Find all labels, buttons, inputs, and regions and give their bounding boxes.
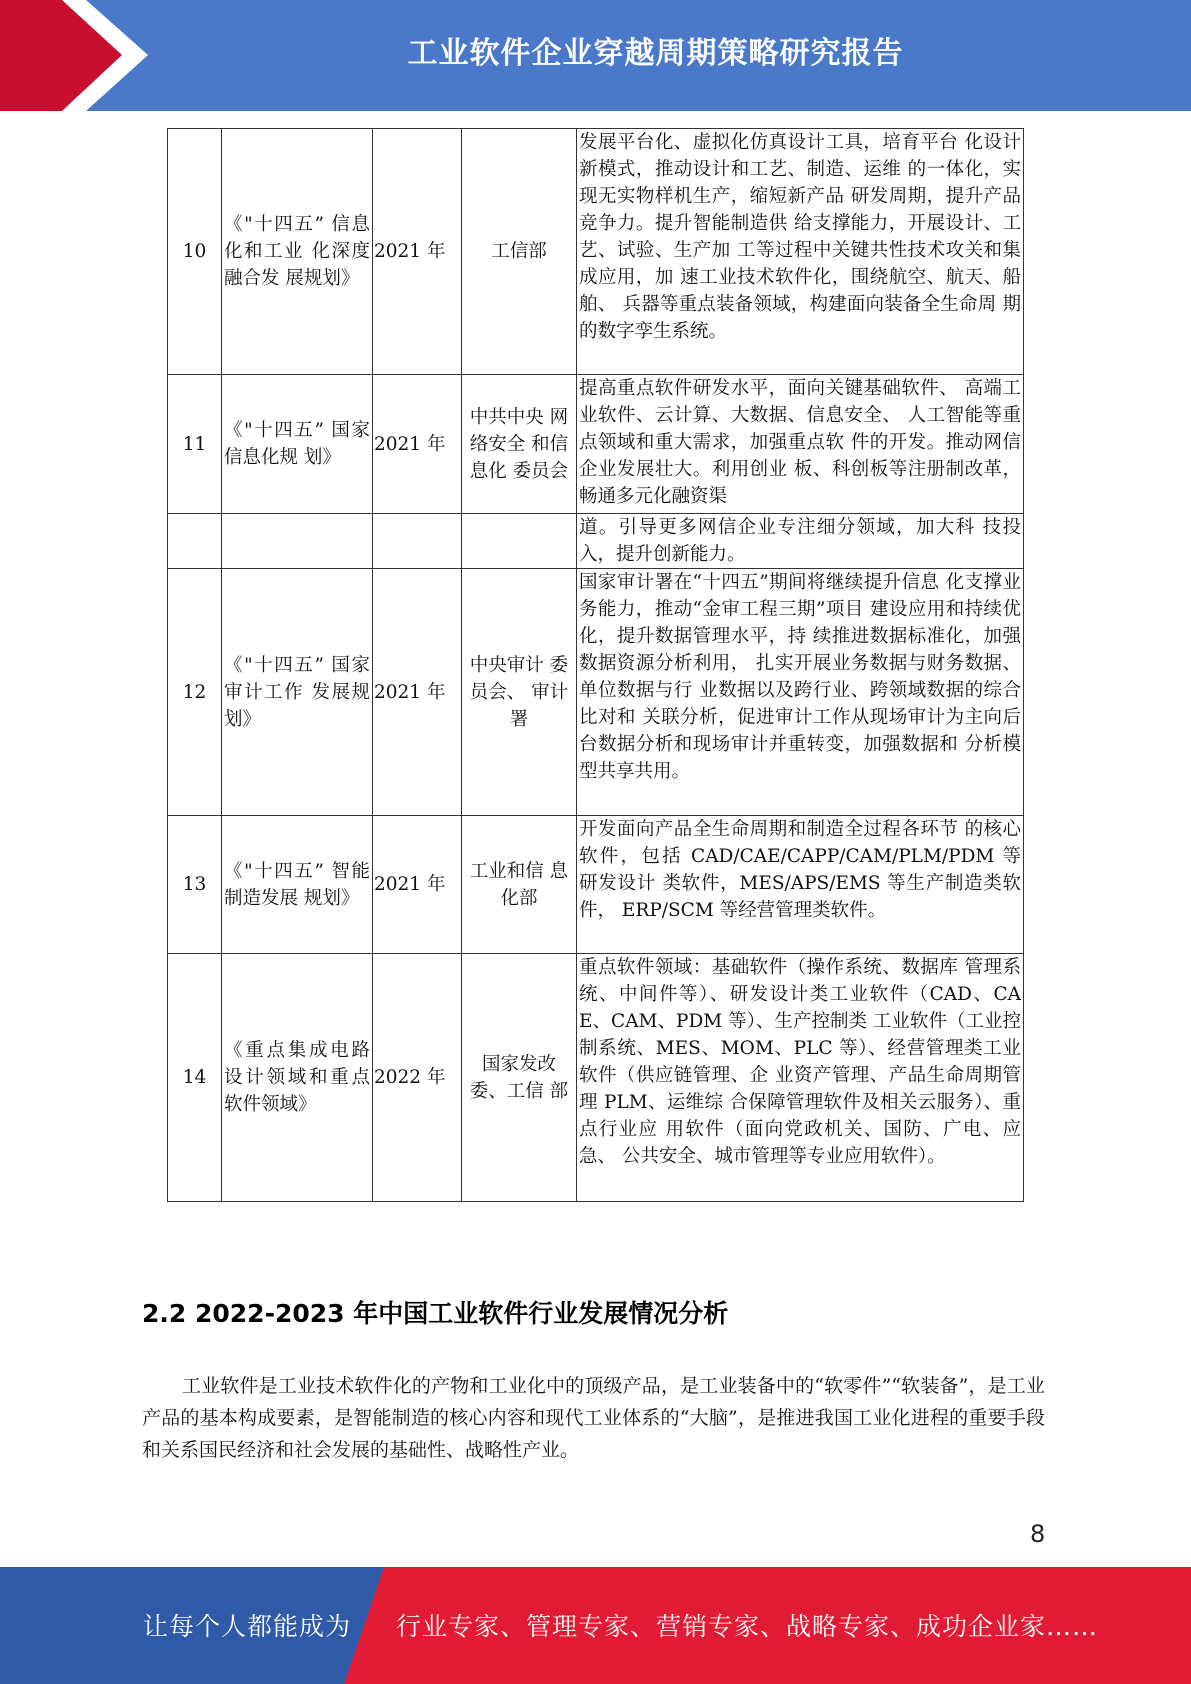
cell-year: 2021 年 xyxy=(373,816,462,954)
table-row xyxy=(168,514,1024,569)
cell-number: 10 xyxy=(168,129,222,375)
page-header xyxy=(0,0,1191,111)
cell-policy-name xyxy=(222,514,373,569)
cell-issuing-body: 工信部 xyxy=(462,129,577,375)
cell-content: 国家审计署在“十四五”期间将继续提升信息 化支撑业务能力，推动“金审工程三期”项目 建设应用和持续优化，提升数据管理水平，持 续推进数据标准化，加强数据资源分析利用， 扎实开展业务数据与财务数据、单位数据与行 业数据以及跨行业、跨领域数据的综合比对和 关联分析，促进审计工作从现场审计为主向后 台数据分析和现场审计并重转变，加强数据和 分析模型共享共用。 xyxy=(577,569,1024,816)
cell-policy-name: 《重点集成电路设计领域和重点软件领域》 xyxy=(222,954,373,1202)
section-heading: 2.2 2022-2023 年中国工业软件行业发展情况分析 xyxy=(142,1299,729,1328)
table-row xyxy=(168,569,1024,816)
footer-slogan-left: 让每个人都能成为 xyxy=(143,1612,352,1641)
cell-policy-name: 《"十四五” 智能制造发展 规划》 xyxy=(222,816,373,954)
cell-content: 重点软件领域：基础软件（操作系统、数据库 管理系统、中间件等）、研发设计类工业软件（CAD、CAE、CAM、PDM 等）、生产控制类 工业软件（工业控制系统、MES、MOM、PLC 等）、经营管理类工业软件（供应链管理、企 业资产管理、产品生命周期管理 PLM、运维综 合保障管理软件及相关云服务）、重点行业应 用软件（面向党政机关、国防、广电、应急、 公共安全、城市管理等专业应用软件）。 xyxy=(577,954,1024,1202)
table-row xyxy=(168,816,1024,954)
cell-issuing-body: 工业和信 息化部 xyxy=(462,816,577,954)
footer-slogan-right: 行业专家、管理专家、营销专家、战略专家、成功企业家…… xyxy=(396,1612,1099,1641)
cell-year: 2021 年 xyxy=(373,129,462,375)
table-row xyxy=(168,954,1024,1202)
cell-content: 道。引导更多网信企业专注细分领域，加大科 技投入，提升创新能力。 xyxy=(577,514,1024,569)
cell-number xyxy=(168,514,222,569)
cell-issuing-body: 中共中央 网络安全 和信息化 委员会 xyxy=(462,375,577,514)
cell-issuing-body: 中央审计 委员会、 审计署 xyxy=(462,569,577,816)
cell-policy-name: 《"十四五” 国家信息化规 划》 xyxy=(222,375,373,514)
table-row xyxy=(168,129,1024,375)
cell-year xyxy=(373,514,462,569)
cell-number: 14 xyxy=(168,954,222,1202)
section-paragraph: 工业软件是工业技术软件化的产物和工业化中的顶级产品，是工业装备中的“软零件”“软装备”，是工业产品的基本构成要素，是智能制造的核心内容和现代工业体系的“大脑”，是推进我国工业化进程的重要手段和关系国民经济和社会发展的基础性、战略性产业。 xyxy=(142,1375,1045,1461)
report-title: 工业软件企业穿越周期策略研究报告 xyxy=(407,36,904,71)
cell-content: 提高重点软件研发水平，面向关键基础软件、 高端工业软件、云计算、大数据、信息安全、 人工智能等重点领域和重大需求，加强重点软 件的开发。推动网信企业发展壮大。利用创业 板、科创板等注册制改革，畅通多元化融资渠 xyxy=(577,375,1024,514)
cell-year: 2022 年 xyxy=(373,954,462,1202)
cell-policy-name: 《"十四五” 国家审计工作 发展规划》 xyxy=(222,569,373,816)
table-row xyxy=(168,375,1024,514)
cell-number: 12 xyxy=(168,569,222,816)
cell-policy-name: 《"十四五” 信息化和工业 化深度融合发 展规划》 xyxy=(222,129,373,375)
cell-year: 2021 年 xyxy=(373,569,462,816)
cell-number: 13 xyxy=(168,816,222,954)
page-footer xyxy=(0,1567,1191,1684)
cell-year: 2021 年 xyxy=(373,375,462,514)
page-number: 8 xyxy=(1030,1520,1046,1548)
cell-issuing-body xyxy=(462,514,577,569)
cell-issuing-body: 国家发改委、工信 部 xyxy=(462,954,577,1202)
cell-content: 开发面向产品全生命周期和制造全过程各环节 的核心软件，包括 CAD/CAE/CAPP/CAM/PLM/PDM 等研发设计 类软件，MES/APS/EMS 等生产制造类软件， ERP/SCM 等经营管理类软件。 xyxy=(577,816,1024,954)
cell-content: 发展平台化、虚拟化仿真设计工具，培育平台 化设计新模式，推动设计和工艺、制造、运维 的一体化，实现无实物样机生产，缩短新产品 研发周期，提升产品竞争力。提升智能制造供 给支撑能力，开展设计、工艺、试验、生产加 工等过程中关键共性技术攻关和集成应用，加 速工业技术软件化，围绕航空、航天、船舶、 兵器等重点装备领域，构建面向装备全生命周 期的数字孪生系统。 xyxy=(577,129,1024,375)
cell-number: 11 xyxy=(168,375,222,514)
policy-table xyxy=(167,128,1024,1202)
